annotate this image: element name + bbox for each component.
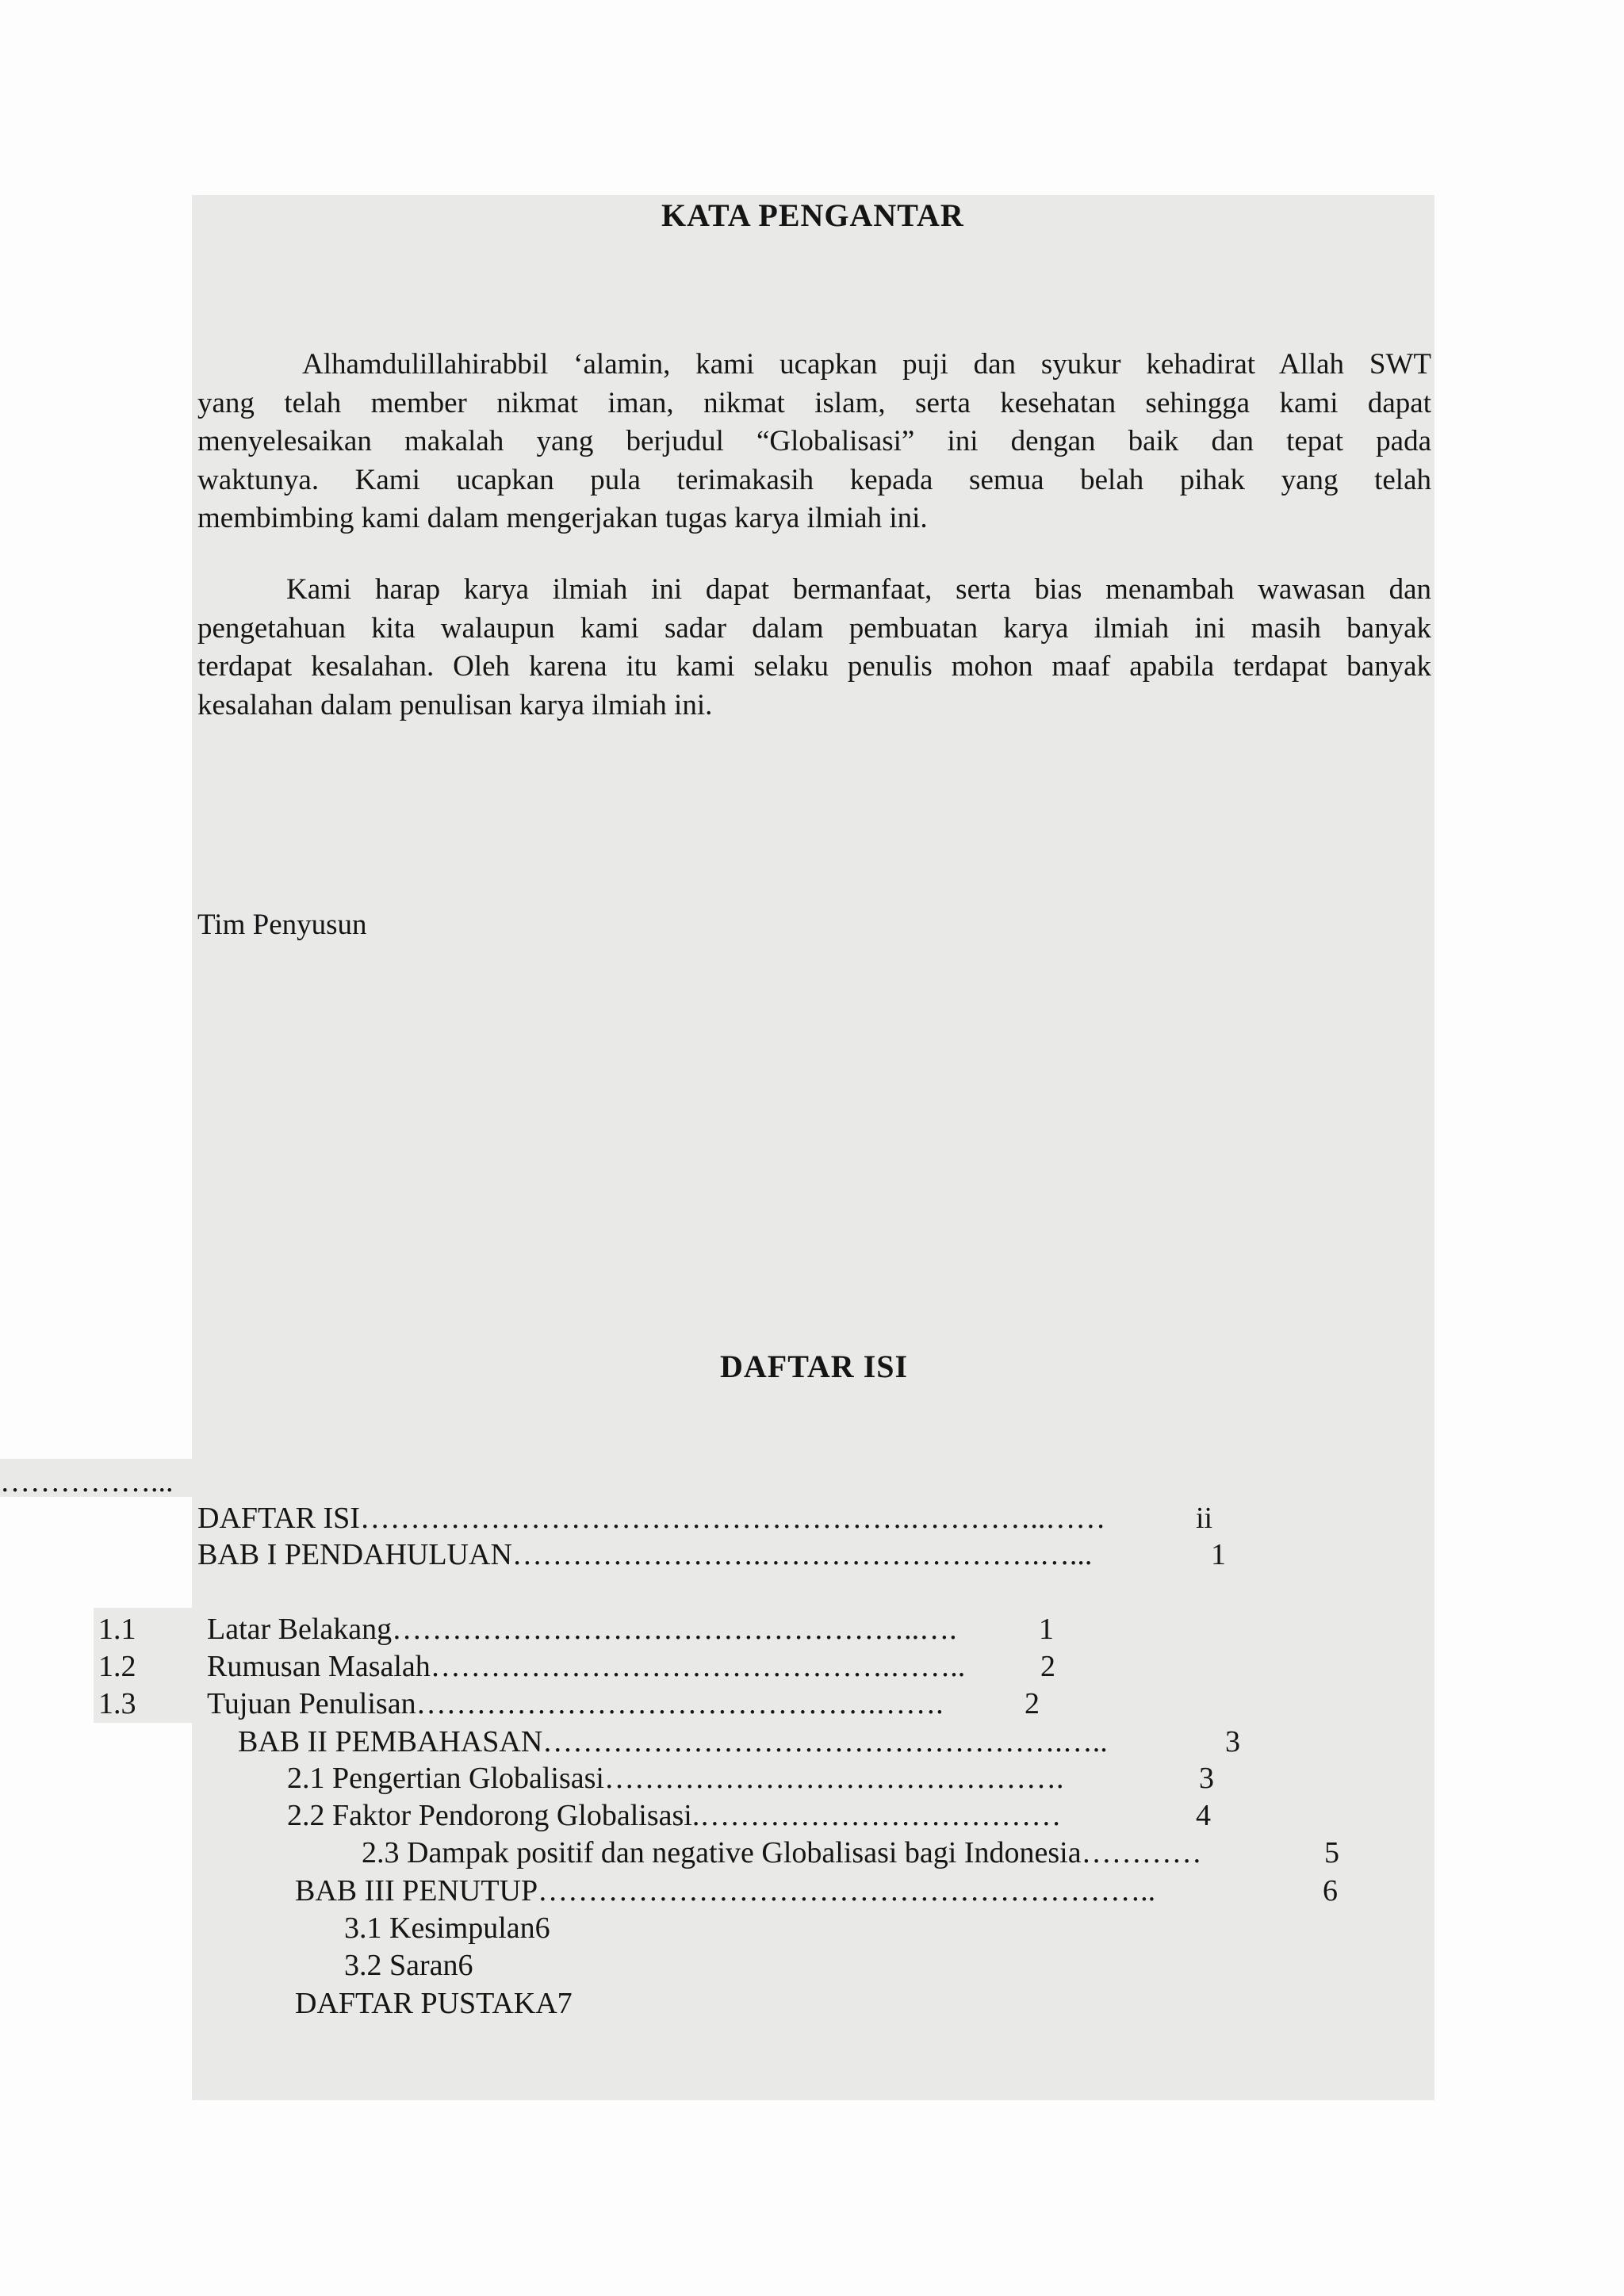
toc-number: 1.1 [98, 1613, 136, 1646]
paragraph-line: menyelesaikan makalah yang berjudul “Globalisasi” ini dengan baik dan tepat pada [197, 425, 1431, 457]
signature: Tim Penyusun [197, 909, 367, 941]
paragraph-line: kesalahan dalam penulisan karya ilmiah ini. [197, 688, 713, 721]
daftar-isi-title: DAFTAR ISI [720, 1349, 909, 1384]
paragraph-1 [197, 346, 1431, 538]
toc-entry-rumusan-masalah[interactable]: Rumusan Masalah……………………………………….…….. [207, 1650, 966, 1683]
paragraph-line: terdapat kesalahan. Oleh karena itu kami selaku penulis mohon maaf apabila terdapat banyak [197, 650, 1431, 683]
toc-entry-daftar-pustaka[interactable]: DAFTAR PUSTAKA7 [295, 1987, 573, 2020]
toc-entry-tujuan-penulisan[interactable]: Tujuan Penulisan……………………………………….……. [207, 1687, 944, 1720]
toc-page-number: 2 [1025, 1687, 1040, 1720]
toc-page-number: ii [1196, 1502, 1213, 1535]
toc-number: 1.3 [98, 1687, 136, 1720]
toc-entry-daftar-isi[interactable]: DAFTAR ISI……………………………………………….…………..…… [197, 1502, 1106, 1535]
toc-page-number: 5 [1324, 1836, 1339, 1869]
paragraph-line: Alhamdulillahirabbil ‘alamin, kami ucapkan puji dan syukur kehadirat Allah SWT [302, 348, 1431, 381]
paragraph-line: waktunya. Kami ucapkan pula terimakasih kepada semua belah pihak yang telah [197, 463, 1431, 496]
stray-dots: ……………... [0, 1465, 174, 1498]
toc-number: 1.2 [98, 1650, 136, 1683]
toc-page-number: 1 [1039, 1613, 1054, 1646]
toc-entry-pengertian-globalisasi[interactable]: 2.1 Pengertian Globalisasi………………………………………. [287, 1762, 1064, 1795]
paragraph-line: membimbing kami dalam mengerjakan tugas karya ilmiah ini. [197, 502, 928, 534]
toc-entry-kesimpulan[interactable]: 3.1 Kesimpulan6 [344, 1911, 550, 1945]
toc-page-number: 4 [1196, 1799, 1211, 1832]
paragraph-line: pengetahuan kita walaupun kami sadar dalam pembuatan karya ilmiah ini masih banyak [197, 611, 1431, 645]
toc-page-number: 3 [1199, 1762, 1214, 1795]
toc-page-number: 2 [1040, 1650, 1055, 1683]
toc-entry-bab-2[interactable]: BAB II PEMBAHASAN…………………………………………….….. [238, 1725, 1108, 1758]
toc-page-number: 6 [1323, 1874, 1338, 1908]
toc-entry-latar-belakang[interactable]: Latar Belakang……………………………………………..…. [207, 1613, 957, 1646]
toc-entry-dampak[interactable]: 2.3 Dampak positif dan negative Globalisasi bagi Indonesia………… [362, 1836, 1202, 1869]
toc-entry-saran[interactable]: 3.2 Saran6 [344, 1949, 473, 1982]
toc-page-number: 3 [1225, 1725, 1240, 1758]
toc-entry-bab-3[interactable]: BAB III PENUTUP…………………………………………………….. [295, 1874, 1156, 1908]
toc-entry-bab-1[interactable]: BAB I PENDAHULUAN…………………….……………………….…... [197, 1538, 1093, 1571]
kata-pengantar-title: KATA PENGANTAR [661, 197, 964, 233]
paragraph-2 [197, 571, 1431, 725]
paragraph-line: yang telah member nikmat iman, nikmat islam, serta kesehatan sehingga kami dapat [197, 386, 1431, 419]
toc-entry-faktor-pendorong[interactable]: 2.2 Faktor Pendorong Globalisasi.……………………………… [287, 1799, 1062, 1832]
paragraph-line: Kami harap karya ilmiah ini dapat bermanfaat, serta bias menambah wawasan dan [286, 573, 1431, 606]
toc-page-number: 1 [1211, 1538, 1226, 1571]
